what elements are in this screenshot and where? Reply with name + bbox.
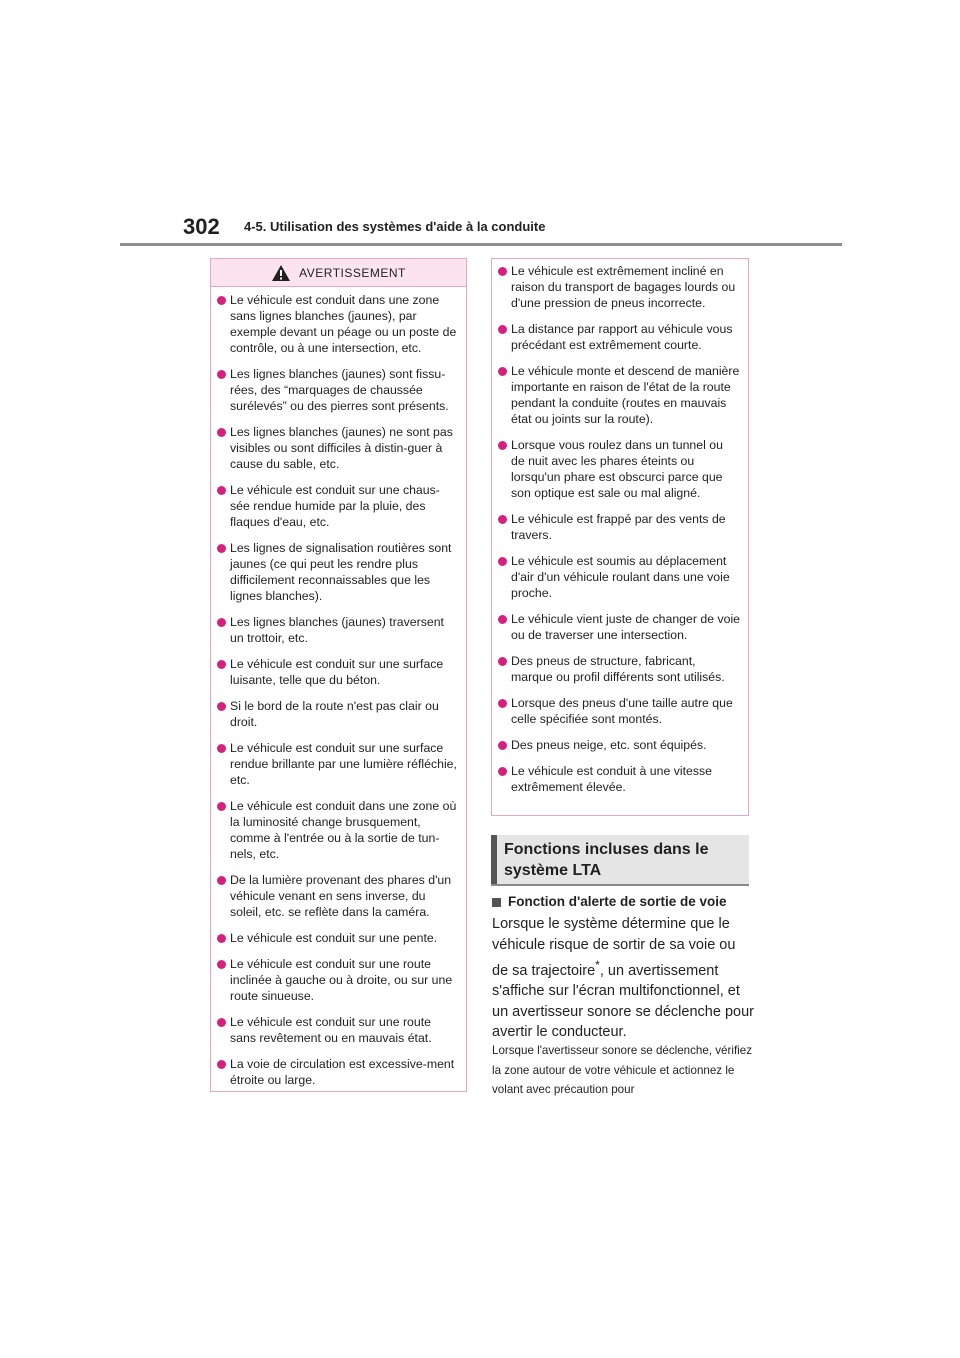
bullet-item xyxy=(217,656,458,688)
bullet-dot-icon xyxy=(217,370,226,379)
bullet-text: Les lignes blanches (jaunes) traversent un trottoir, etc. xyxy=(230,615,444,645)
warning-triangle-icon xyxy=(271,264,291,282)
bullet-text: Des pneus neige, etc. sont équipés. xyxy=(511,738,707,752)
feature-section-header xyxy=(491,835,749,886)
bullet-dot-icon xyxy=(498,767,507,776)
footnote-mark: * xyxy=(595,958,600,972)
bullet-dot-icon xyxy=(217,1060,226,1069)
bullet-item xyxy=(498,695,740,727)
bullet-item xyxy=(217,1014,458,1046)
bullet-item xyxy=(498,737,740,753)
bullet-dot-icon xyxy=(498,699,507,708)
warning-title: AVERTISSEMENT xyxy=(299,265,406,280)
bullet-text: La voie de circulation est excessive-ment étroite ou large. xyxy=(230,1057,455,1087)
bullet-item xyxy=(498,511,740,543)
bullet-item xyxy=(217,698,458,730)
square-bullet-icon xyxy=(492,898,501,907)
subheading-text: Fonction d'alerte de sortie de voie xyxy=(508,894,727,909)
bullet-dot-icon xyxy=(217,876,226,885)
bullet-dot-icon xyxy=(217,660,226,669)
bullet-item xyxy=(498,437,740,501)
bullet-item xyxy=(498,653,740,685)
bullet-text: La distance par rapport au véhicule vous précédant est extrêmement courte. xyxy=(511,322,733,352)
bullet-item xyxy=(217,930,458,946)
bullet-text: Le véhicule est conduit dans une zone sans lignes blanches (jaunes), par exemple devant un péage ou un poste de contrôle, ou à une intersection, etc. xyxy=(230,293,457,355)
bullet-dot-icon xyxy=(217,296,226,305)
lead-text-start: Lorsque le système détermine que le véhicule risque de sortir de sa voie ou de sa trajectoire xyxy=(492,916,736,979)
bullet-text: Le véhicule est extrêmement incliné en raison du transport de bagages lourds ou d'une pression de pneus incorrecte. xyxy=(511,264,736,310)
warning-list xyxy=(211,287,466,1088)
bullet-dot-icon xyxy=(498,267,507,276)
bullet-dot-icon xyxy=(217,934,226,943)
bullet-dot-icon xyxy=(498,615,507,624)
bullet-item xyxy=(217,956,458,1004)
bullet-item xyxy=(498,263,740,311)
bullet-item xyxy=(217,614,458,646)
feature-section-title: Fonctions incluses dans le système LTA xyxy=(504,841,709,879)
bullet-text: Le véhicule est conduit sur une route inclinée à gauche ou à droite, ou sur une route sinueuse. xyxy=(230,957,453,1003)
bullet-item xyxy=(217,872,458,920)
bullet-item xyxy=(217,540,458,604)
bullet-item xyxy=(498,363,740,427)
feature-section-bar xyxy=(491,835,497,884)
bullet-dot-icon xyxy=(217,486,226,495)
bullet-item xyxy=(498,321,740,353)
bullet-text: Le véhicule est conduit sur une pente. xyxy=(230,931,438,945)
bullet-item xyxy=(217,1056,458,1088)
bullet-text: Le véhicule vient juste de changer de voie ou de traverser une intersection. xyxy=(511,612,741,642)
bullet-item xyxy=(217,424,458,472)
bullet-text: Le véhicule est conduit dans une zone où la luminosité change brusquement, comme à l'entrée ou à la sortie de tun-nels, etc. xyxy=(230,799,457,861)
bullet-dot-icon xyxy=(498,367,507,376)
bullet-text: Le véhicule est conduit à une vitesse extrêmement élevée. xyxy=(511,764,712,794)
bullet-text: Les lignes blanches (jaunes) ne sont pas visibles ou sont difficiles à distin-guer à cause du sable, etc. xyxy=(230,425,453,471)
bullet-item xyxy=(498,611,740,643)
bullet-text: Les lignes de signalisation routières sont jaunes (ce qui peut les rendre plus difficilement reconnaissables que les lignes blanches). xyxy=(230,541,452,603)
bullet-item xyxy=(217,798,458,862)
bullet-text: Le véhicule est conduit sur une route sans revêtement ou en mauvais état. xyxy=(230,1015,432,1045)
bullet-item xyxy=(217,740,458,788)
bullet-dot-icon xyxy=(217,702,226,711)
bullet-dot-icon xyxy=(217,428,226,437)
bullet-dot-icon xyxy=(498,657,507,666)
bullet-text: Le véhicule est conduit sur une surface rendue brillante par une lumière réfléchie, etc. xyxy=(230,741,457,787)
bullet-dot-icon xyxy=(498,325,507,334)
bullet-dot-icon xyxy=(498,441,507,450)
lead-paragraph xyxy=(492,914,754,1043)
bullet-text: Le véhicule est frappé par des vents de travers. xyxy=(511,512,726,542)
bullet-dot-icon xyxy=(217,544,226,553)
bullet-dot-icon xyxy=(498,557,507,566)
warning-header xyxy=(211,259,466,287)
bullet-text: Les lignes blanches (jaunes) sont fissu-rées, des “marquages de chaussée surélevés” ou des pierres sont présents. xyxy=(230,367,449,413)
bullet-text: Le véhicule est conduit sur une chaus-sée rendue humide par la pluie, des flaques d'eau, etc. xyxy=(230,483,440,529)
bullet-item xyxy=(217,292,458,356)
bullet-item xyxy=(217,366,458,414)
section-title: 4-5. Utilisation des systèmes d'aide à la conduite xyxy=(244,219,546,234)
warning-box xyxy=(210,258,467,1092)
bullet-dot-icon xyxy=(217,744,226,753)
header-rule xyxy=(120,243,842,246)
bullet-text: Si le bord de la route n'est pas clair ou droit. xyxy=(230,699,439,729)
lead-text-end: , un avertissement s'affiche sur l'écran multifonctionnel, et un avertisseur sonore se déclenche pour avertir le conducteur. xyxy=(492,962,754,1041)
bullet-dot-icon xyxy=(217,802,226,811)
bullet-dot-icon xyxy=(498,515,507,524)
bullet-item xyxy=(217,482,458,530)
bullet-text: Des pneus de structure, fabricant, marque ou profil différents sont utilisés. xyxy=(511,654,725,684)
bullet-dot-icon xyxy=(217,1018,226,1027)
bullet-item xyxy=(498,763,740,795)
page-number: 302 xyxy=(183,214,220,239)
bullet-text: Le véhicule monte et descend de manière importante en raison de l'état de la route pendant la conduite (routes en mauvais état ou joints sur la route). xyxy=(511,364,740,426)
bullet-dot-icon xyxy=(217,960,226,969)
bullet-dot-icon xyxy=(217,618,226,627)
subheading xyxy=(492,893,754,911)
bullet-text: Le véhicule est soumis au déplacement d'air d'un véhicule roulant dans une voie proche. xyxy=(511,554,730,600)
bullet-text: De la lumière provenant des phares d'un véhicule venant en sens inverse, du soleil, etc. se reflète dans la caméra. xyxy=(230,873,452,919)
note-paragraph: Lorsque l'avertisseur sonore se déclenche, vérifiez la zone autour de votre véhicule et actionnez le volant avec précaution pour xyxy=(492,1044,752,1096)
bullet-text: Lorsque des pneus d'une taille autre que celle spécifiée sont montés. xyxy=(511,696,733,726)
bullet-dot-icon xyxy=(498,741,507,750)
warning-box-continued xyxy=(491,258,749,816)
bullet-text: Le véhicule est conduit sur une surface luisante, telle que du béton. xyxy=(230,657,444,687)
bullet-text: Lorsque vous roulez dans un tunnel ou de nuit avec les phares éteints ou lorsqu'un phare est obscurci parce que son optique est sale ou mal aligné. xyxy=(511,438,723,500)
bullet-item xyxy=(498,553,740,601)
